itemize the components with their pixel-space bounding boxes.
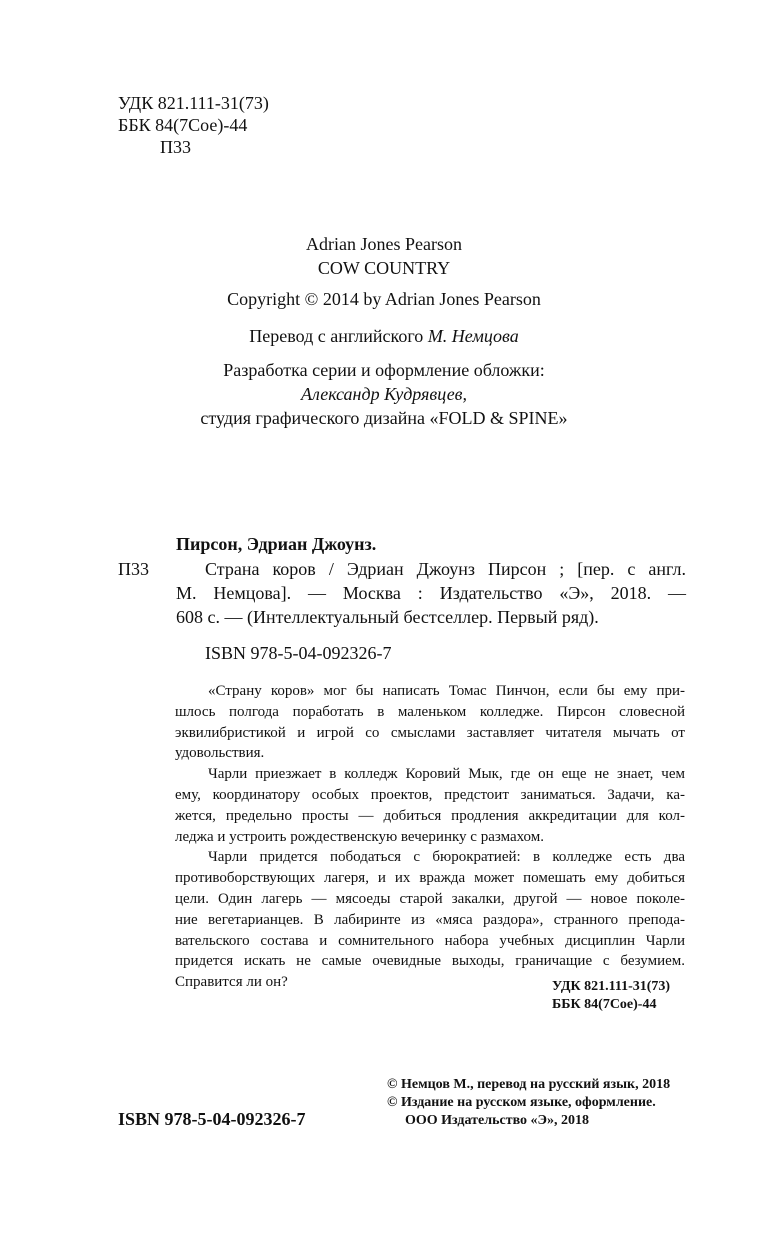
footer-bbk-code: ББК 84(7Сое)-44 — [552, 997, 657, 1012]
biblio-isbn: ISBN 978-5-04-092326-7 — [205, 643, 392, 663]
rights-line-3: ООО Издательство «Э», 2018 — [405, 1113, 590, 1128]
annotation-line: Чарли придется пободаться с бюрократией: в колледже есть два — [208, 849, 685, 866]
rights-line-1: © Немцов М., перевод на русский язык, 2018 — [387, 1077, 671, 1092]
biblio-mark: П33 — [118, 559, 149, 579]
author-mark: П33 — [160, 137, 191, 157]
designer-name: Александр Кудрявцев, — [301, 384, 467, 404]
rights-line-2: © Издание на русском языке, оформление. — [387, 1095, 656, 1110]
design-studio: студия графического дизайна «FOLD & SPINE» — [200, 408, 568, 428]
annotation-line: придется искать не самые очевидные выходы, граничащие с безумием. — [175, 953, 685, 970]
biblio-line-2: М. Немцова]. — Москва : Издательство «Э», 2018. — — [176, 583, 686, 603]
original-author: Adrian Jones Pearson — [306, 234, 462, 254]
translator-name: М. Немцова — [427, 326, 519, 346]
annotation-line: «Страну коров» мог бы написать Томас Пинчон, если бы ему при- — [208, 683, 685, 699]
translation-prefix: Перевод с английского — [249, 326, 424, 346]
annotation-line: жется, предельно просты — добиться продления аккредитации для кол- — [175, 807, 685, 824]
annotation-paragraph-1 — [175, 681, 685, 764]
isbn-bottom: ISBN 978-5-04-092326-7 — [118, 1109, 306, 1129]
annotation-line: шлось полгода поработать в маленьком колледже. Пирсон словесной — [175, 703, 685, 720]
annotation-line: Чарли приезжает в колледж Коровий Мык, где он еще не знает, чем — [208, 766, 685, 783]
footer-udk-code: УДК 821.111-31(73) — [552, 979, 671, 994]
design-label: Разработка серии и оформление обложки: — [223, 360, 545, 380]
annotation — [175, 681, 685, 993]
biblio-line-1: Страна коров / Эдриан Джоунз Пирсон ; [пер. с англ. — [205, 559, 686, 579]
biblio-heading: Пирсон, Эдриан Джоунз. — [176, 534, 377, 554]
udk-code: УДК 821.111-31(73) — [118, 93, 269, 113]
annotation-line: цели. Один лагерь — мясоеды старой закалки, другой — новое поколе- — [175, 890, 685, 907]
translation-line — [0, 324, 768, 348]
annotation-line: эквилибристикой и игрой со смыслами заставляет читателя мычать от — [175, 724, 685, 741]
annotation-line: ему, координатору особых проектов, предстоит заниматься. Задачи, ка- — [175, 786, 685, 803]
annotation-line: леджа и устроить рождественскую вечеринку с размахом. — [175, 828, 545, 845]
classification-codes — [118, 92, 269, 158]
original-title: COW COUNTRY — [317, 258, 451, 278]
biblio-line-3: 608 с. — (Интеллектуальный бестселлер. Первый ряд). — [176, 607, 599, 627]
annotation-line: ние вегетарианцев. В лабиринте из «мяса раздора», странного препода- — [175, 911, 685, 928]
annotation-line: противоборствующих лагеря, и их вражда может помешать ему добиться — [175, 870, 685, 887]
annotation-line: удовольствия. — [175, 745, 265, 762]
bbk-code: ББК 84(7Сое)-44 — [118, 115, 248, 135]
annotation-paragraph-3 — [175, 847, 685, 993]
copyright-line: Copyright © 2014 by Adrian Jones Pearson — [227, 289, 541, 309]
annotation-line: вательского состава и сомнительного набора учебных дисциплин Чарли — [175, 932, 685, 949]
annotation-line: Справится ли он? — [175, 974, 288, 991]
annotation-paragraph-2 — [175, 764, 685, 847]
